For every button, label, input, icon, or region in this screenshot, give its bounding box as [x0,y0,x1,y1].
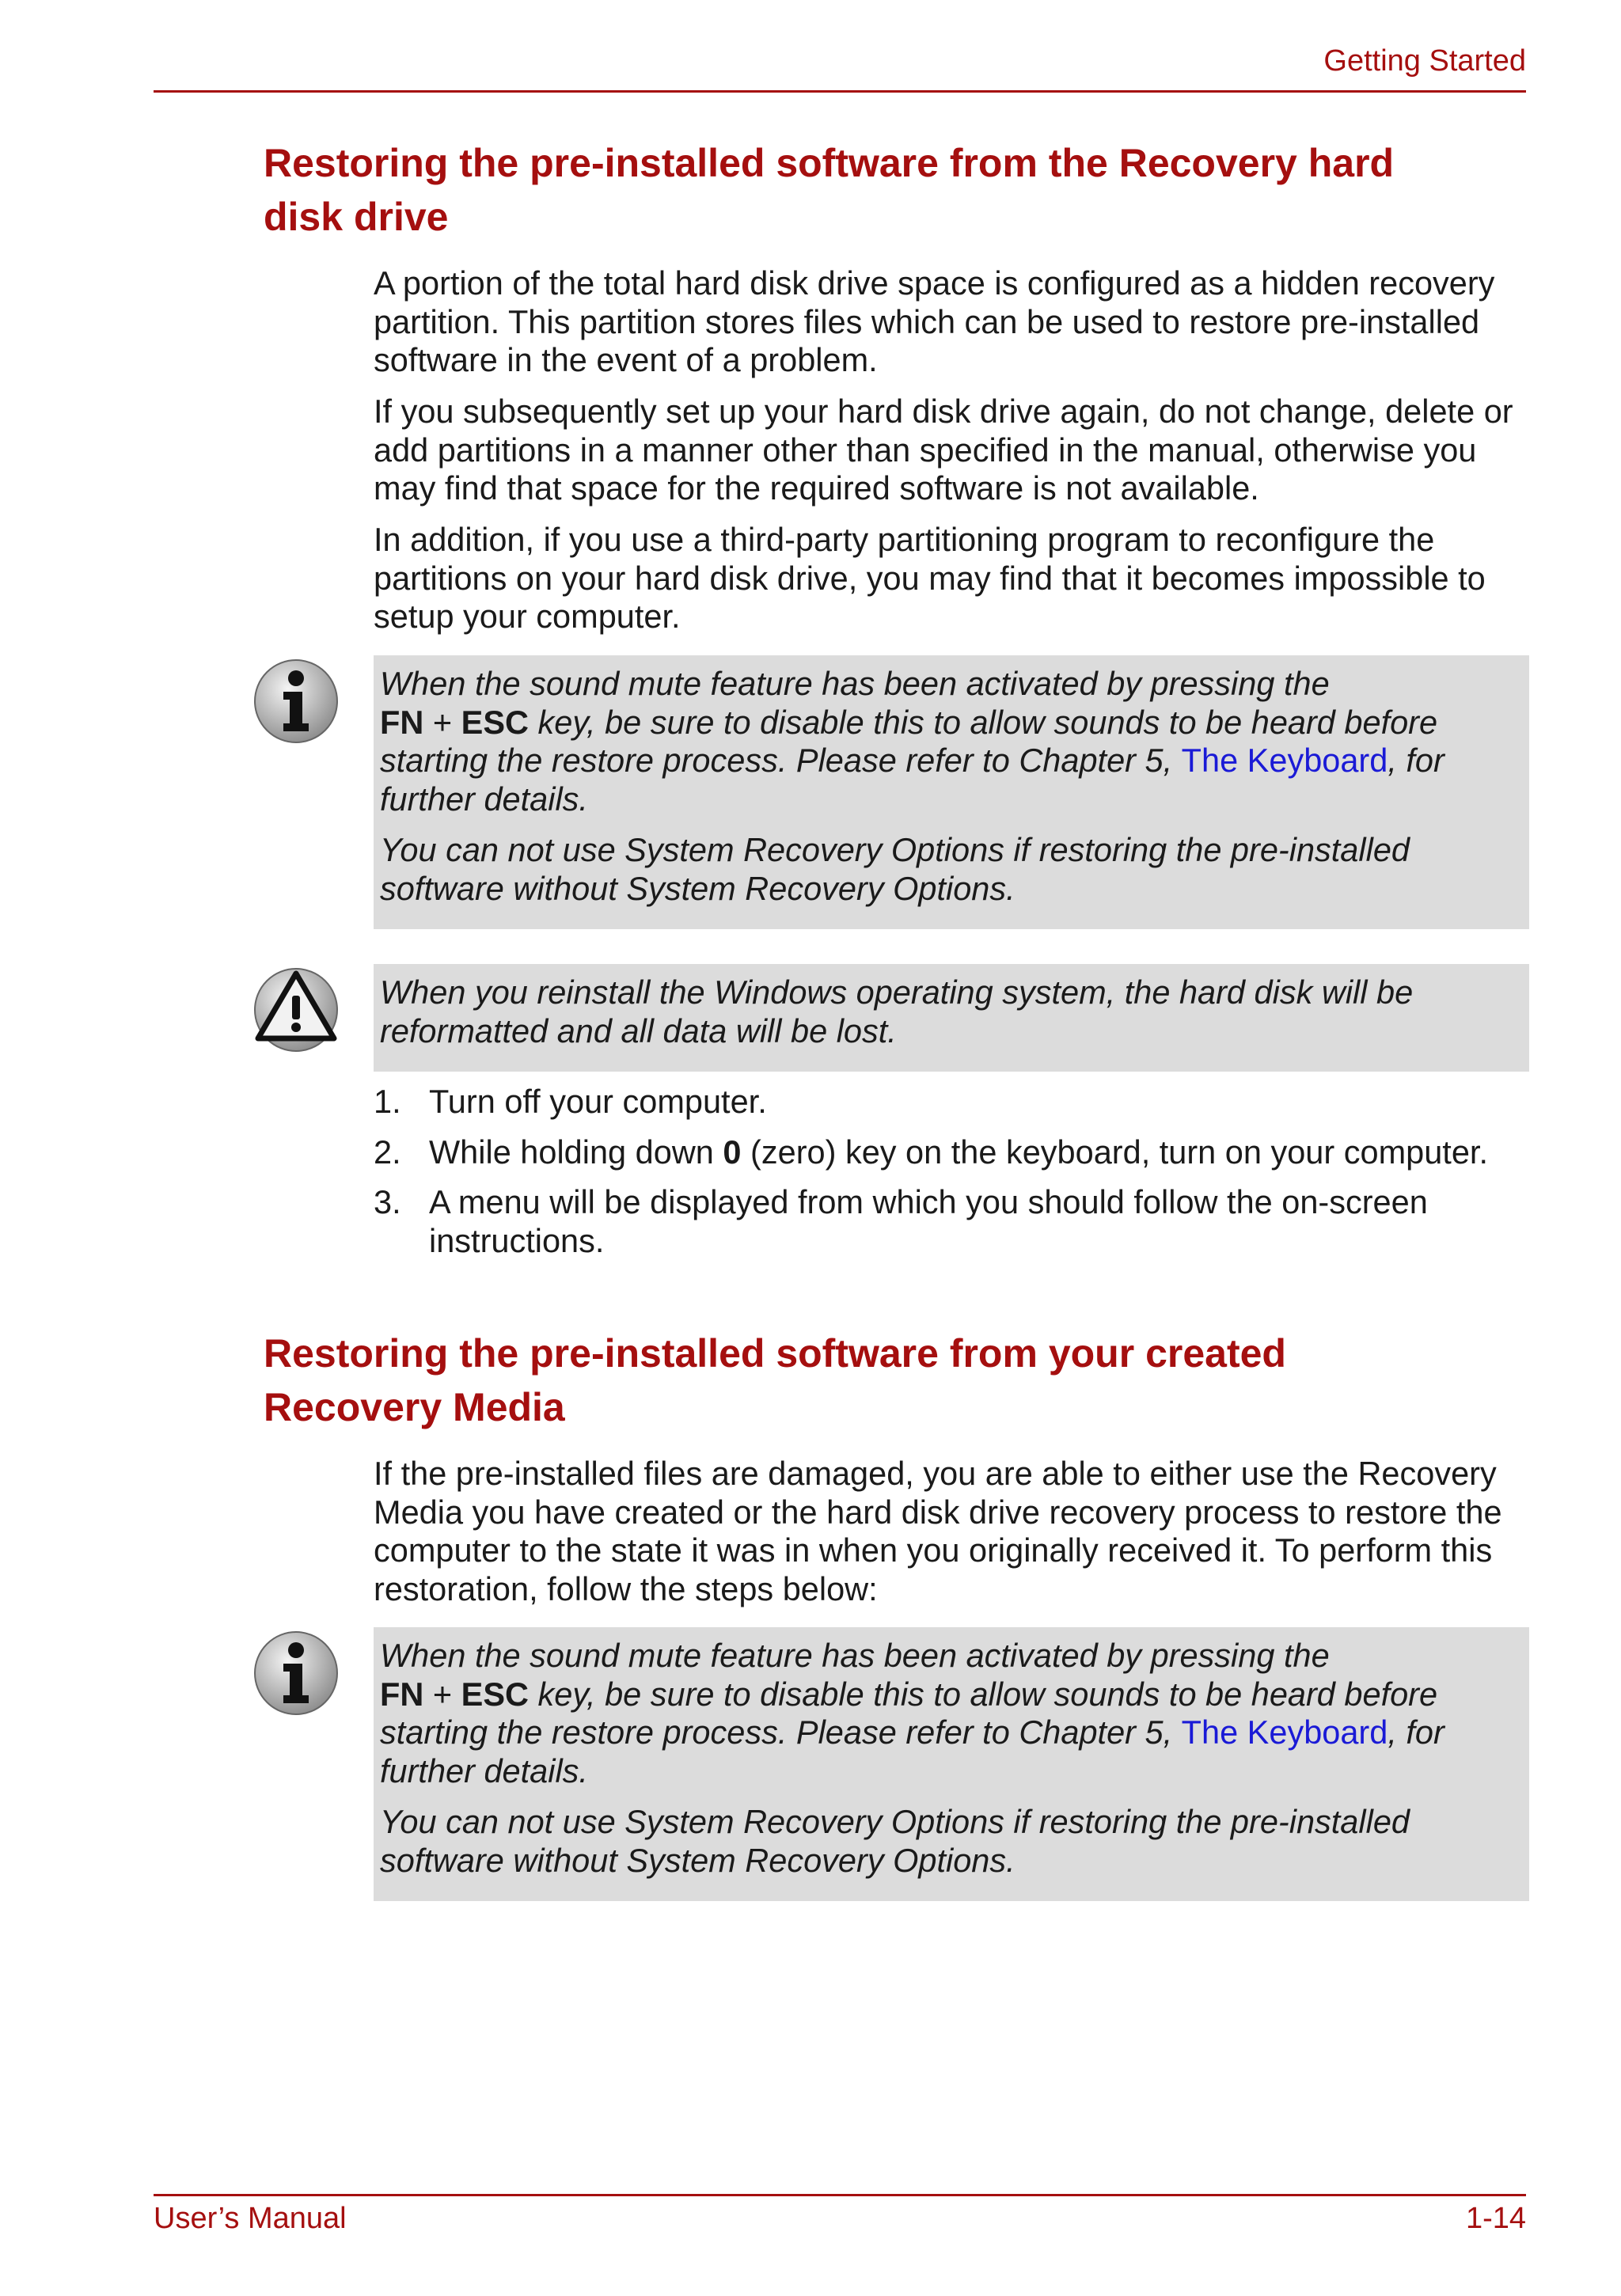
list-item: 2. While holding down 0 (zero) key on the keyboard, turn on your computer. [374,1133,1488,1171]
info-note-text: When the sound mute feature has been activated by pressing the FN + ESC key, be sure to disable this to allow sounds to be heard before starting the restore process. Please refer to Chapter 5, The Keyboard, for further details. [380,1637,1444,1789]
info-note-mute-2 [374,1627,1529,1901]
info-icon [252,657,340,746]
running-header: Getting Started [1323,44,1526,78]
paragraph: In addition, if you use a third-party partitioning program to reconfigure the partitions on your hard disk drive, you may find that it becomes impossible to setup your computer. [374,521,1486,635]
info-icon [252,1629,340,1717]
warning-icon [252,966,340,1054]
link-the-keyboard[interactable]: The Keyboard [1181,1713,1388,1751]
steps-list [374,1083,1529,1272]
list-item: 3. A menu will be displayed from which you should follow the on-screen instructions. [374,1183,1428,1259]
paragraph: A portion of the total hard disk drive space is configured as a hidden recovery partition. This partition stores files which can be used to restore pre-installed software in the event of a problem. [374,264,1495,378]
footer-rule [154,2194,1526,2196]
warning-note-reinstall [374,964,1529,1072]
info-note-mute [374,655,1529,929]
link-the-keyboard[interactable]: The Keyboard [1181,742,1388,779]
paragraph: If you subsequently set up your hard disk drive again, do not change, delete or add partitions in a manner other than specified in the manual, otherwise you may find that space for the required software is not available. [374,393,1513,507]
info-note-text: You can not use System Recovery Options if restoring the pre-installed software without System Recovery Options. [380,1803,1410,1879]
key-esc: ESC [461,1675,529,1713]
info-note-text: When the sound mute feature has been activated by pressing the FN + ESC key, be sure to disable this to allow sounds to be heard before starting the restore process. Please refer to Chapter 5, The Keyboard, for further details. [380,665,1444,818]
header-rule [154,90,1526,93]
page-number: 1-14 [1465,2202,1526,2235]
info-note-text: You can not use System Recovery Options if restoring the pre-installed software without System Recovery Options. [380,831,1410,907]
key-fn: FN [380,703,424,741]
list-item: 1. Turn off your computer. [374,1083,767,1120]
key-esc: ESC [461,703,529,741]
footer-title: User’s Manual [154,2202,347,2235]
section-heading-recovery-media: Restoring the pre-installed software from your created Recovery Media [264,1331,1286,1429]
paragraph: If the pre-installed files are damaged, you are able to either use the Recovery Media you have created or the hard disk drive recovery process to restore the computer to the state it was in when you originally received it. To perform this restoration, follow the steps below: [374,1455,1502,1607]
section-heading-recovery-hdd: Restoring the pre-installed software from the Recovery hard disk drive [264,141,1395,239]
key-zero: 0 [723,1133,742,1171]
warning-note-text: When you reinstall the Windows operating system, the hard disk will be reformatted and all data will be lost. [380,973,1414,1049]
key-fn: FN [380,1675,424,1713]
